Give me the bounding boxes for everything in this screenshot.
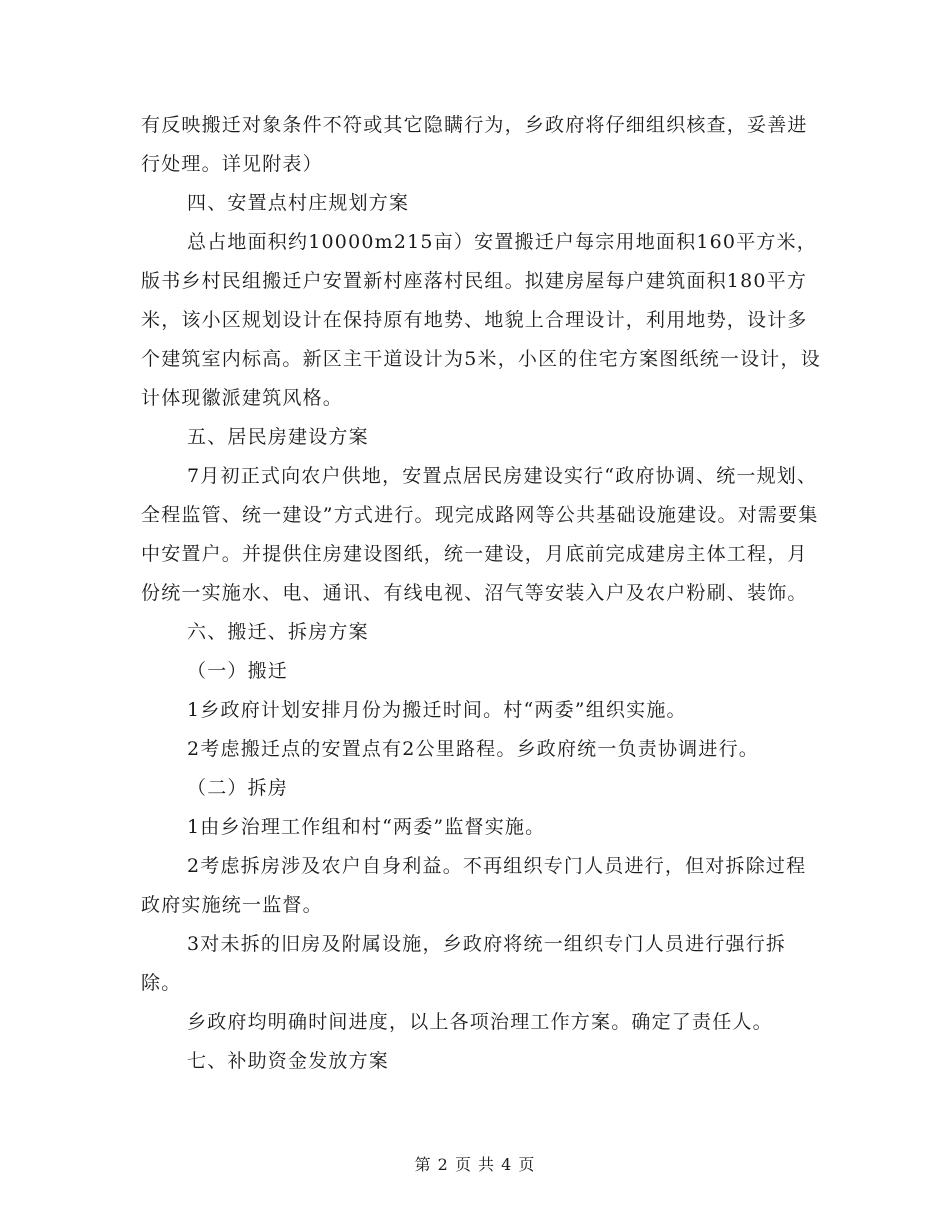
- paragraph: 五、居民房建设方案: [187, 426, 369, 448]
- page-footer: 第 2 页 共 4 页: [414, 1155, 536, 1174]
- paragraph: 2考虑拆房涉及农户自身利益。不再组织专门人员进行，但对拆除过程政府实施统一监督。: [141, 855, 807, 916]
- paragraph: 有反映搬迁对象条件不符或其它隐瞒行为，乡政府将仔细组织核查，妥善进行处理。详见附表）: [141, 114, 808, 175]
- paragraph: 1由乡治理工作组和村“两委”监督实施。: [187, 816, 546, 838]
- document-body: [141, 106, 821, 1081]
- paragraph: 六、搬迁、拆房方案: [187, 621, 369, 643]
- paragraph: 总占地面积约10000m215亩）安置搬迁户每宗用地面积160平方米，版书乡村民组搬迁户安置新村座落村民组。拟建房屋每户建筑面积180平方米，该小区规划设计在保持原有地势、地貌上合理设计，利用地势，设计多个建筑室内标高。新区主干道设计为5米，小区的住宅方案图纸统一设计，设计体现徽派建筑风格。: [141, 231, 821, 409]
- paragraph: （一）搬迁: [187, 660, 289, 682]
- paragraph: 乡政府均明确时间进度，以上各项治理工作方案。确定了责任人。: [187, 1011, 773, 1033]
- paragraph: 1乡政府计划安排月份为搬迁时间。村“两委”组织实施。: [187, 699, 687, 721]
- paragraph: 七、补助资金发放方案: [187, 1050, 390, 1072]
- paragraph: 7月初正式向农户供地，安置点居民房建设实行“政府协调、统一规划、全程监管、统一建设”方式进行。现完成路网等公共基础设施建设。对需要集中安置户。并提供住房建设图纸，统一建设，月底前完成建房主体工程，月份统一实施水、电、通讯、有线电视、沼气等安装入户及农户粉刷、装饰。: [141, 465, 819, 604]
- paragraph: 3对未拆的旧房及附属设施，乡政府将统一组织专门人员进行强行拆除。: [141, 933, 787, 994]
- paragraph: （二）拆房: [187, 777, 289, 799]
- paragraph: 2考虑搬迁点的安置点有2公里路程。乡政府统一负责协调进行。: [187, 738, 759, 760]
- paragraph: 四、安置点村庄规划方案: [187, 192, 410, 214]
